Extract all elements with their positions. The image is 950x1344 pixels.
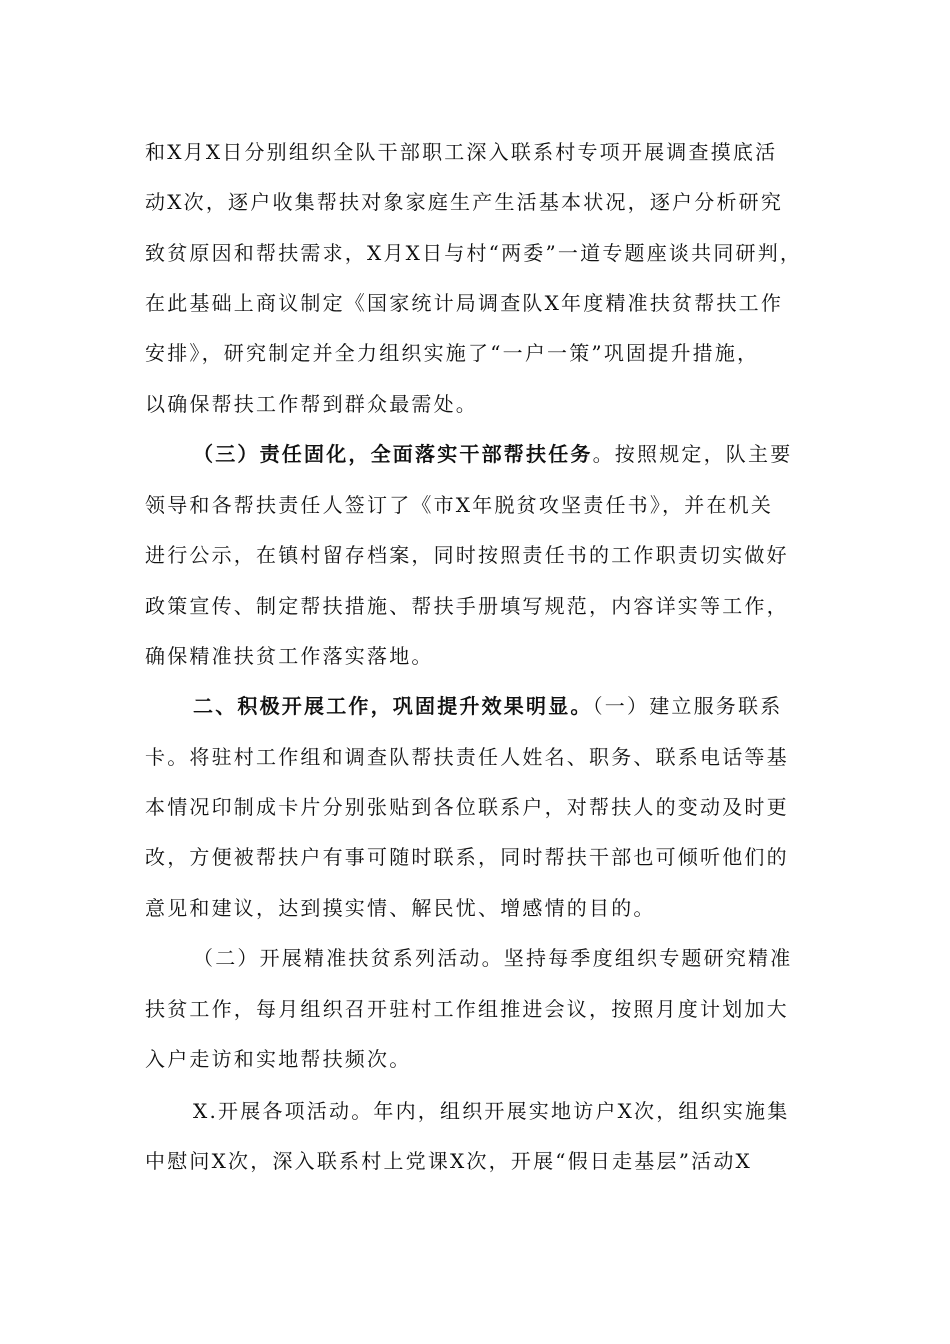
paragraph-line: 安排》，研究制定并全力组织实施了“一户一策”巩固提升措施， bbox=[145, 341, 760, 365]
paragraph-line: 改，方便被帮扶户有事可随时联系，同时帮扶干部也可倾听他们的 bbox=[145, 845, 789, 869]
paragraph-line: 扶贫工作，每月组织召开驻村工作组推进会议，按照月度计划加大 bbox=[145, 997, 789, 1021]
paragraph-line: 中慰问X次，深入联系村上党课X次，开展“假日走基层”活动X bbox=[145, 1149, 752, 1173]
paragraph-line: 进行公示，在镇村留存档案，同时按照责任书的工作职责切实做好 bbox=[145, 543, 789, 567]
paragraph-line: 动X次，逐户收集帮扶对象家庭生产生活基本状况，逐户分析研究 bbox=[145, 190, 784, 214]
paragraph-line: 以确保帮扶工作帮到群众最需处。 bbox=[145, 392, 478, 416]
paragraph-line: 确保精准扶贫工作落实落地。 bbox=[145, 644, 434, 668]
paragraph-line: 本情况印制成卡片分别张贴到各位联系户，对帮扶人的变动及时更 bbox=[145, 795, 789, 819]
paragraph-text: （一）建立服务联系 bbox=[592, 694, 783, 718]
section-heading: 二、积极开展工作，巩固提升效果明显。 bbox=[193, 694, 593, 718]
paragraph-text: 。按照规定，队主要 bbox=[592, 442, 793, 466]
paragraph-line: 意见和建议，达到摸实情、解民忧、增感情的目的。 bbox=[145, 896, 656, 920]
paragraph-line: 入户走访和实地帮扶频次。 bbox=[145, 1047, 412, 1071]
paragraph-line: 和X月X日分别组织全队干部职工深入联系村专项开展调查摸底活 bbox=[145, 140, 778, 164]
paragraph-first-line: X.开展各项活动。年内，组织开展实地访户X次，组织实施集 bbox=[193, 1099, 790, 1123]
paragraph-first-line bbox=[193, 691, 782, 721]
paragraph-line: 卡。将驻村工作组和调查队帮扶责任人姓名、职务、联系电话等基 bbox=[145, 745, 789, 769]
paragraph-line: 致贫原因和帮扶需求，X月X日与村“两委”一道专题座谈共同研判， bbox=[145, 241, 803, 265]
paragraph-line: 在此基础上商议制定《国家统计局调查队X年度精准扶贫帮扶工作 bbox=[145, 291, 784, 315]
paragraph-first-line: （二）开展精准扶贫系列活动。坚持每季度组织专题研究精准 bbox=[193, 946, 793, 970]
paragraph-first-line bbox=[193, 439, 792, 469]
paragraph-line: 政策宣传、制定帮扶措施、帮扶手册填写规范，内容详实等工作， bbox=[145, 594, 789, 618]
paragraph-line: 领导和各帮扶责任人签订了《市X年脱贫攻坚责任书》，并在机关 bbox=[145, 493, 774, 517]
section-heading: （三）责任固化，全面落实干部帮扶任务 bbox=[193, 442, 593, 466]
